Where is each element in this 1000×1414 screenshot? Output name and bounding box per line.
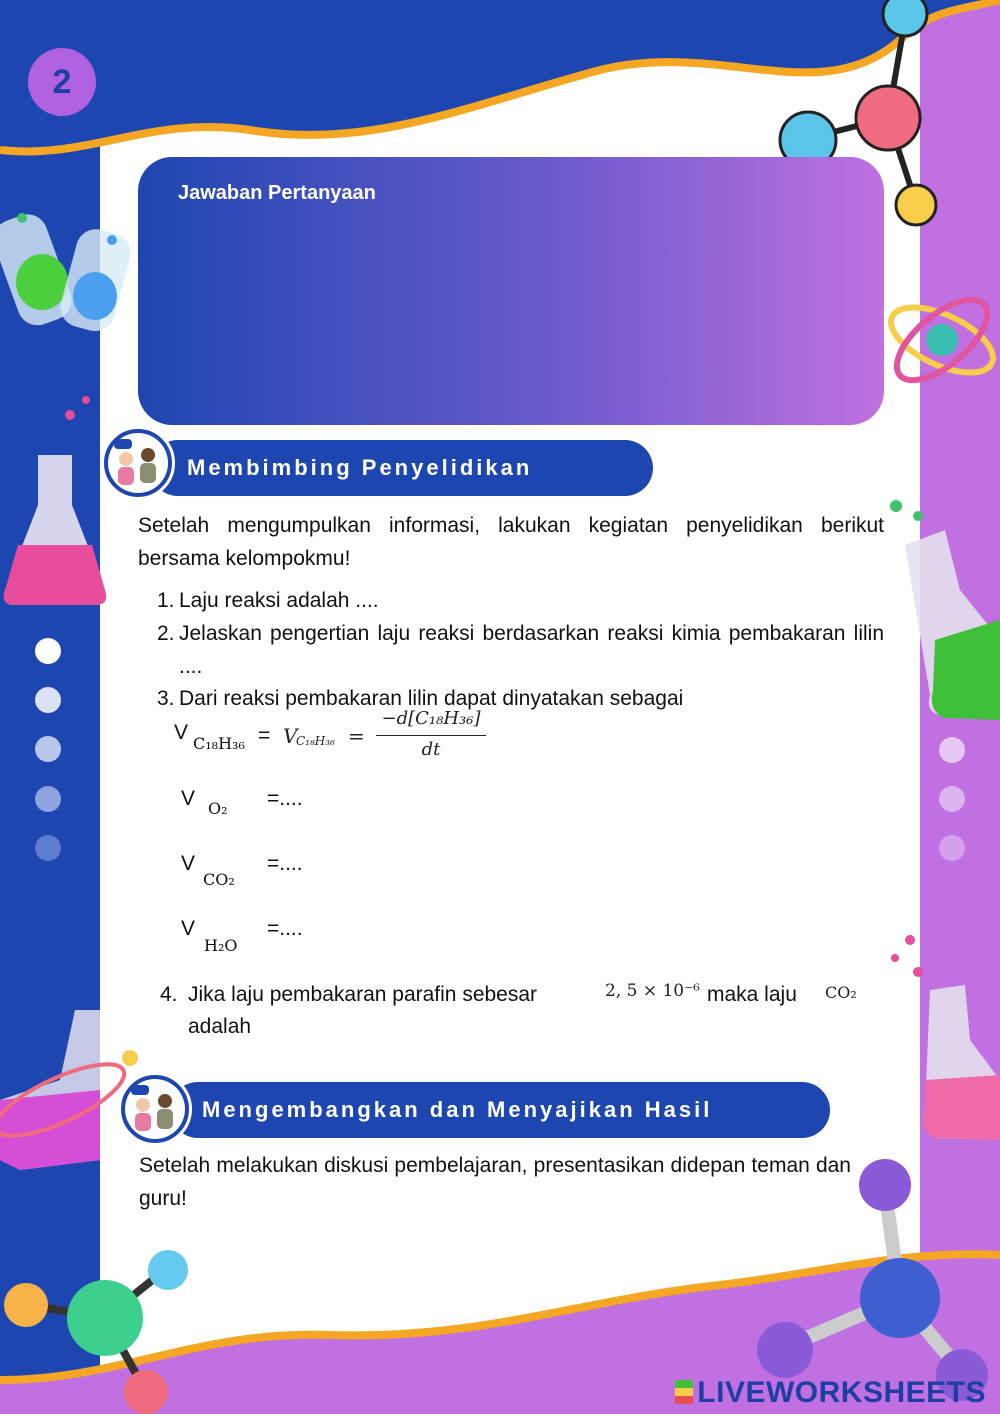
rate-blank[interactable]: =.... (267, 852, 303, 875)
rate-symbol: V (181, 852, 196, 875)
logo-mark-icon (675, 1380, 693, 1404)
logo-text: LIVEWORKSHEETS (697, 1376, 986, 1409)
item4-line2: adalah (188, 1015, 252, 1038)
section-header-investigation (150, 440, 653, 496)
rate-symbol: V (181, 787, 196, 810)
liveworksheets-logo (675, 1376, 986, 1410)
section-title: Membimbing Penyelidikan (187, 455, 533, 480)
item4-value: 2, 5 × 10⁻⁶ (605, 981, 700, 1001)
students-icon (121, 1075, 189, 1143)
list-item-number: 2. (157, 622, 175, 645)
answer-title: Jawaban Pertanyaan (178, 182, 376, 204)
page-number: 2 (52, 62, 72, 101)
rate-subscript: C₁₈H₃₆ (193, 734, 245, 753)
section2-intro: Setelah melakukan diskusi pembelajaran, presentasikan didepan teman dan guru! (139, 1154, 851, 1210)
item4-text-after: maka laju (707, 983, 797, 1006)
rate-symbol: V (181, 917, 196, 940)
section1-intro: Setelah mengumpulkan informasi, lakukan kegiatan penyelidikan berikut bersama kelompokmu! (138, 514, 884, 570)
rate-blank[interactable]: =.... (267, 787, 303, 810)
section-title: Mengembangkan dan Menyajikan Hasil (202, 1097, 713, 1122)
list-item-text: Laju reaksi adalah .... (179, 589, 379, 612)
formula-denominator: dt (421, 739, 441, 760)
formula-lhs-sub: C₁₈H₃₆ (296, 734, 335, 748)
list-item-number: 4. (160, 983, 178, 1006)
avatar (101, 426, 175, 500)
list-item-number: 3. (157, 687, 175, 710)
fraction-bar (376, 735, 486, 736)
item4-species: CO₂ (825, 983, 857, 1002)
equals-sign: = (258, 724, 271, 747)
list-item-number: 1. (157, 589, 175, 612)
item4-text-before: Jika laju pembakaran parafin sebesar (188, 983, 538, 1006)
list-item-text: Jelaskan pengertian laju reaksi berdasarkan reaksi kimia pembakaran lilin .... (179, 622, 884, 678)
section-header-results (170, 1082, 830, 1138)
rate-blank[interactable]: =.... (267, 917, 303, 940)
formula-equals: = (348, 724, 365, 748)
formula-lhs: V (283, 724, 298, 748)
page-number-badge (28, 48, 96, 116)
rate-subscript: CO₂ (203, 870, 235, 889)
rate-subscript: O₂ (208, 799, 228, 818)
avatar (118, 1072, 192, 1146)
rate-symbol: V (174, 721, 189, 744)
list-item-text: Dari reaksi pembakaran lilin dapat dinyatakan sebagai (179, 687, 684, 710)
rate-subscript: H₂O (204, 936, 238, 955)
formula-numerator: −d[C₁₈H₃₆] (381, 708, 481, 729)
students-icon (104, 429, 172, 497)
